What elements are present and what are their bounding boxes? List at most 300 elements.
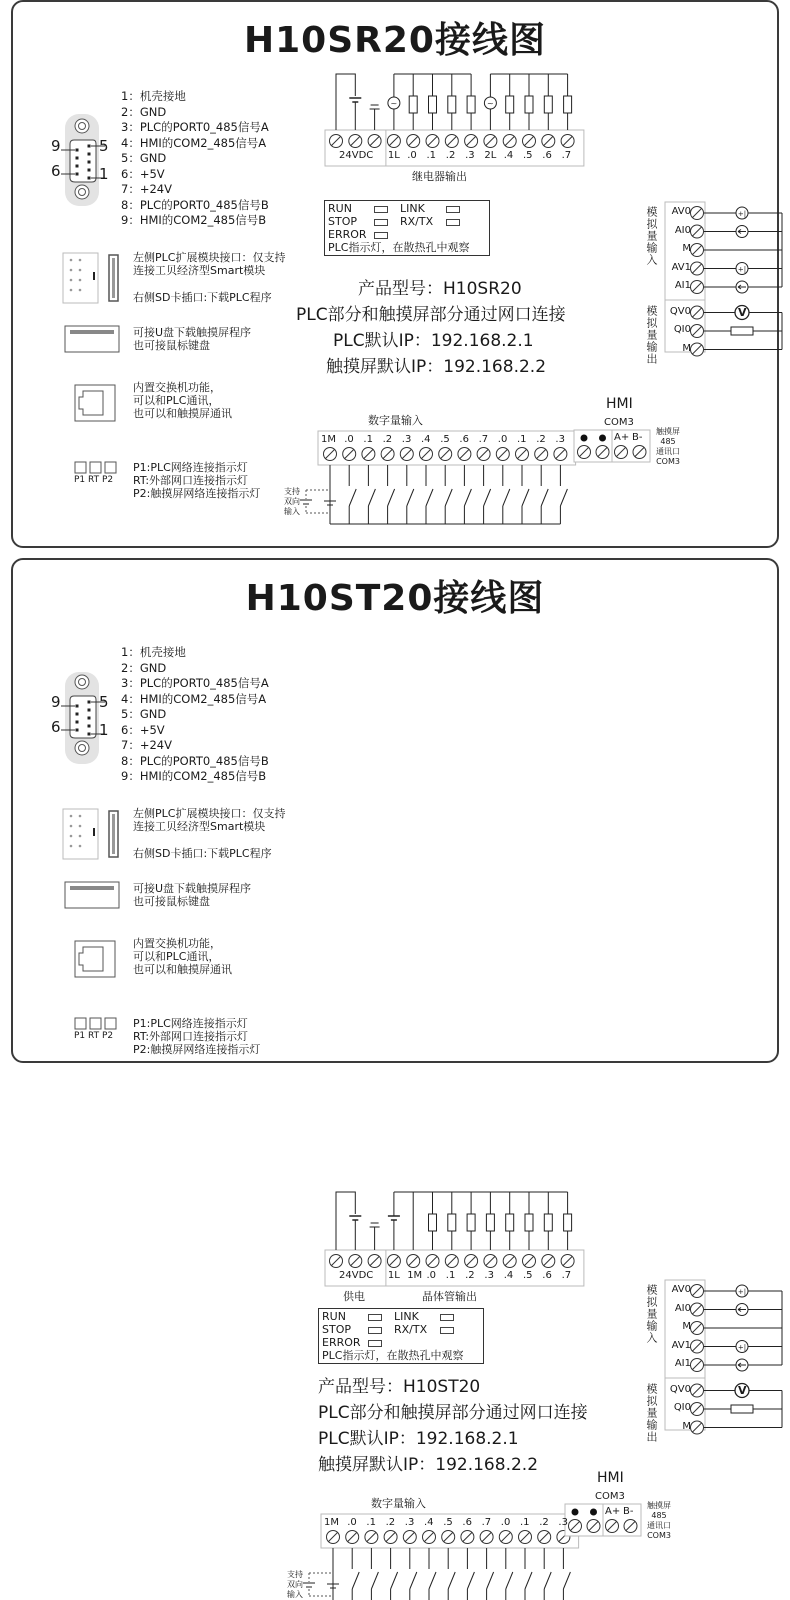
- output-caption: 继电器输出: [412, 170, 467, 183]
- pin-dot-icon: [581, 435, 588, 442]
- db9-screw-icon: [75, 119, 89, 133]
- digital-input-terminal-label: 1M: [321, 434, 336, 445]
- network-led-description: [133, 1017, 260, 1056]
- network-led-icon: [90, 1018, 101, 1029]
- db9-pin-item: 6：+5V: [121, 722, 165, 737]
- text-line: 连接工贝经济型Smart模块: [133, 264, 266, 277]
- analog-input-terminal-label: AV1: [671, 1339, 691, 1351]
- db9-label-6: 6: [51, 718, 61, 736]
- output-terminal-label: .6: [542, 1270, 552, 1281]
- db9-pin-dot: [88, 733, 91, 736]
- digital-input-terminal-label: .7: [478, 434, 489, 445]
- led-run-label: RUN: [328, 202, 352, 215]
- output-terminal-label: .7: [561, 1270, 572, 1281]
- rxtx-led-icon: [440, 1327, 454, 1334]
- usb-port-text: [133, 882, 251, 908]
- db9-pin-dot: [88, 169, 91, 172]
- power-caption: 供电: [343, 1290, 365, 1303]
- pin-dot: [70, 289, 73, 292]
- network-led-icon: [75, 462, 86, 473]
- status-led-box: [318, 1308, 484, 1364]
- ethernet-switch-text: [133, 381, 232, 420]
- load-resistor-icon: [486, 1214, 494, 1231]
- analog-input-terminal-label: AV0: [671, 1284, 691, 1295]
- run-led-icon: [374, 206, 388, 213]
- hmi-485-note: [656, 427, 680, 467]
- pin-dot: [70, 269, 73, 272]
- digital-input-terminal-label: .3: [555, 434, 565, 445]
- text-line: 可接U盘下载触摸屏程序: [133, 326, 252, 339]
- db9-pin-item: 1：机壳接地: [121, 89, 186, 103]
- led-note: PLC指示灯，在散热孔中观察: [322, 1349, 464, 1362]
- plus-minus-symbol: +|: [737, 1288, 747, 1296]
- connection-note: PLC部分和触摸屏部分通过网口连接: [318, 1403, 588, 1423]
- pin-dot: [70, 845, 73, 848]
- text-line: 通讯口: [656, 447, 680, 456]
- analog-output-terminal-label: QV0: [669, 1383, 691, 1395]
- notch: [93, 272, 95, 280]
- db9-pin-dot: [88, 725, 91, 728]
- digital-input-terminal-label: .1: [363, 434, 373, 445]
- network-led-description: [133, 461, 260, 500]
- connection-note: PLC部分和触摸屏部分通过网口连接: [296, 305, 566, 325]
- db9-label-1: 1: [99, 165, 109, 183]
- analog-input-terminal-label: AI0: [674, 1302, 691, 1314]
- resistor-icon: [731, 1405, 753, 1413]
- output-terminal-label: .6: [542, 150, 552, 161]
- switch-icon: [522, 489, 529, 506]
- network-led-labels: P1 RT P2: [74, 1031, 114, 1041]
- pin-dot: [79, 815, 82, 818]
- db9-pin-dot: [76, 721, 79, 724]
- switch-icon: [467, 1572, 474, 1589]
- db9-pin-item: 8：PLC的PORT0_485信号B: [121, 197, 269, 212]
- db9-pin-item: 2：GND: [121, 660, 167, 675]
- digital-input-terminal-label: .3: [558, 1517, 568, 1528]
- text-line: 双向: [284, 497, 300, 506]
- plus-minus-symbol: +|: [737, 265, 747, 274]
- db9-pin-item: 5：GND: [121, 707, 167, 721]
- db9-connector-icon: [61, 672, 105, 764]
- digital-input-terminal-label: .2: [536, 434, 546, 445]
- pin-dot: [79, 835, 82, 838]
- switch-icon: [506, 1572, 513, 1589]
- ethernet-switch-text: [133, 937, 232, 976]
- switch-icon: [445, 489, 452, 506]
- load-resistor-icon: [506, 1214, 514, 1231]
- usb-port-icon: [65, 882, 119, 908]
- error-led-icon: [374, 232, 388, 239]
- db9-label-5: 5: [99, 137, 109, 155]
- pin-dot-icon: [599, 435, 606, 442]
- db9-pin-dot: [88, 161, 91, 164]
- db9-pin-item: 3：PLC的PORT0_485信号A: [121, 676, 269, 690]
- db9-connector-icon: [61, 114, 105, 206]
- digital-input-terminal-label: .4: [421, 434, 431, 445]
- led-stop-label: STOP: [328, 215, 357, 228]
- text-line: P1:PLC网络连接指示灯: [133, 461, 248, 474]
- expansion-port-text: [133, 807, 285, 833]
- load-resistor-icon: [544, 96, 552, 113]
- pin-dot: [70, 835, 73, 838]
- hmi-port-label: COM3: [604, 417, 634, 428]
- panel-title: H10SR20接线图: [244, 20, 546, 61]
- hmi-title: HMI: [606, 396, 633, 412]
- text-line: COM3: [656, 457, 680, 466]
- ac-symbol: ~: [487, 99, 494, 108]
- wiring-drawing: [13, 2, 781, 550]
- led-error-label: ERROR: [328, 228, 367, 241]
- stop-led-icon: [368, 1327, 382, 1334]
- load-resistor-icon: [525, 96, 533, 113]
- text-line: 触摸屏: [656, 427, 680, 436]
- analog-input-terminal-label: AV0: [671, 206, 691, 217]
- switch-icon: [487, 1572, 494, 1589]
- hmi-485-note: [647, 1501, 671, 1541]
- text-line: 左侧PLC扩展模块接口：仅支持: [133, 251, 286, 264]
- db9-pin-dot: [76, 165, 79, 168]
- usb-tongue: [70, 330, 114, 334]
- load-resistor-icon: [448, 96, 456, 113]
- db9-screw-icon: [75, 675, 89, 689]
- text-line: 内置交换机功能，: [133, 381, 221, 394]
- wiring-panel: [11, 0, 779, 548]
- rxtx-led-icon: [446, 219, 460, 226]
- output-terminal-label: 1L: [387, 1270, 400, 1281]
- switch-icon: [464, 489, 471, 506]
- network-led-icon: [105, 1018, 116, 1029]
- analog-output-terminal-label: M: [682, 342, 691, 354]
- output-terminal-label: .0: [407, 150, 417, 161]
- pin-dot-icon: [590, 1509, 597, 1516]
- db9-screw-icon: [75, 185, 89, 199]
- switch-icon: [525, 1572, 532, 1589]
- led-stop-label: STOP: [322, 1323, 351, 1336]
- text-line: 触摸屏: [647, 1501, 671, 1510]
- load-resistor-icon: [467, 96, 475, 113]
- digital-input-terminal-label: .0: [344, 434, 354, 445]
- hmi-pin-b: B-: [623, 1506, 634, 1517]
- power-terminal-label: 24VDC: [339, 150, 374, 161]
- db9-pin-item: 8：PLC的PORT0_485信号B: [121, 753, 269, 768]
- text-line: 也可接鼠标键盘: [133, 895, 210, 908]
- usb-tongue: [70, 886, 114, 890]
- digital-input-terminal-label: .5: [443, 1517, 453, 1528]
- load-resistor-icon: [564, 96, 572, 113]
- analog-input-caption: 模拟量输入: [645, 1284, 658, 1344]
- db9-pin-dot: [88, 177, 91, 180]
- load-resistor-icon: [525, 1214, 533, 1231]
- switch-icon: [371, 1572, 378, 1589]
- db9-label-1: 1: [99, 721, 109, 739]
- pin-dot: [79, 259, 82, 262]
- power-terminal-label: 24VDC: [339, 1270, 374, 1281]
- sd-card-text: 右侧SD卡插口:下载PLC程序: [133, 847, 272, 860]
- hmi-pin-a: A+: [614, 432, 630, 443]
- db9-pin-dot: [88, 709, 91, 712]
- digital-input-terminal-label: .1: [520, 1517, 530, 1528]
- switch-icon: [429, 1572, 436, 1589]
- digital-input-terminal-label: .5: [440, 434, 450, 445]
- db9-pin-item: 5：GND: [121, 151, 167, 165]
- status-led-box: [324, 200, 490, 256]
- plc-default-ip: PLC默认IP：192.168.2.1: [333, 331, 534, 351]
- text-line: 支持: [287, 1570, 303, 1579]
- led-link-label: LINK: [394, 1310, 419, 1323]
- digital-input-terminal-label: .2: [385, 1517, 396, 1528]
- resistor-icon: [731, 327, 753, 335]
- bidirectional-input-note: [287, 1570, 303, 1600]
- db9-pin-item: 4：HMI的COM2_485信号A: [121, 135, 267, 150]
- switch-icon: [503, 489, 510, 506]
- hmi-pin-b: B-: [632, 432, 643, 443]
- hmi-pin-a: A+: [605, 1506, 621, 1517]
- led-rxtx-label: RX/TX: [394, 1323, 428, 1336]
- analog-output-terminal-label: QI0: [673, 324, 691, 335]
- pin-dot: [79, 269, 82, 272]
- analog-output-terminal-label: M: [682, 1420, 691, 1432]
- run-led-icon: [368, 1314, 382, 1321]
- pin-dot: [79, 825, 82, 828]
- digital-input-terminal-label: .0: [497, 434, 508, 445]
- load-resistor-icon: [448, 1214, 456, 1231]
- output-terminal-label: .4: [503, 150, 514, 161]
- db9-pin-item: 9：HMI的COM2_485信号B: [121, 213, 267, 227]
- text-line: P1:PLC网络连接指示灯: [133, 1017, 248, 1030]
- analog-input-caption: 模拟量输入: [645, 206, 658, 266]
- switch-icon: [368, 489, 375, 506]
- switch-icon: [484, 489, 491, 506]
- output-terminal-label: 1L: [387, 150, 400, 161]
- led-error-label: ERROR: [322, 1336, 361, 1349]
- db9-pin-item: 2：GND: [121, 104, 167, 119]
- switch-icon: [407, 489, 414, 506]
- output-terminal-label: .5: [523, 1270, 533, 1281]
- bidirectional-input-note: [284, 487, 300, 517]
- db9-pin-dot: [76, 157, 79, 160]
- led-link-label: LINK: [400, 202, 425, 215]
- text-line: 支持: [284, 487, 300, 496]
- digital-input-terminal-label: .7: [481, 1517, 492, 1528]
- voltmeter-label: V: [738, 305, 747, 319]
- text-line: 输入: [284, 507, 300, 516]
- analog-output-terminal-label: QV0: [669, 305, 691, 317]
- text-line: 485: [651, 1511, 667, 1520]
- network-led-icon: [105, 462, 116, 473]
- rj45-body: [75, 385, 115, 421]
- usb-port-text: [133, 326, 251, 352]
- digital-input-terminal-label: .3: [401, 434, 412, 445]
- output-terminal-label: .7: [561, 150, 572, 161]
- switch-icon: [560, 489, 567, 506]
- digital-input-terminal-label: .1: [366, 1517, 376, 1528]
- pin-dot: [79, 845, 82, 848]
- load-resistor-icon: [409, 96, 417, 113]
- load-resistor-icon: [506, 96, 514, 113]
- network-led-labels: P1 RT P2: [74, 475, 114, 485]
- output-terminal-label: .5: [523, 150, 533, 161]
- panel-title: H10ST20接线图: [245, 578, 545, 619]
- text-line: 也可以和触摸屏通讯: [133, 407, 232, 420]
- network-led-icon: [75, 1018, 86, 1029]
- rj45-body: [75, 941, 115, 977]
- load-resistor-icon: [564, 1214, 572, 1231]
- sd-slot-inner: [112, 814, 115, 854]
- digital-input-terminal-label: .1: [517, 434, 527, 445]
- db9-screw-icon: [75, 741, 89, 755]
- db9-pin-dot: [76, 729, 79, 732]
- switch-icon: [352, 1572, 359, 1589]
- wiring-panel: [11, 558, 779, 1599]
- pin-dot: [70, 259, 73, 262]
- plus-minus-symbol: +|: [737, 210, 747, 218]
- db9-pin-item: 1：机壳接地: [121, 645, 186, 659]
- digital-input-terminal-label: .2: [539, 1517, 549, 1528]
- analog-input-terminal-label: AI1: [674, 1358, 691, 1369]
- led-note: PLC指示灯，在散热孔中观察: [328, 241, 470, 254]
- pin-dot-icon: [572, 1509, 579, 1516]
- text-line: 可以和PLC通讯，: [133, 950, 220, 963]
- load-resistor-icon: [429, 1214, 437, 1231]
- ethernet-port-icon: [75, 385, 115, 421]
- text-line: RT:外部网口连接指示灯: [133, 1030, 249, 1043]
- switch-icon: [388, 489, 395, 506]
- text-line: 通讯口: [647, 1521, 671, 1530]
- output-terminal-label: .3: [465, 150, 475, 161]
- output-terminal-label: 2L: [484, 150, 497, 161]
- text-line: 也可以和触摸屏通讯: [133, 963, 232, 976]
- led-run-label: RUN: [322, 1310, 346, 1323]
- db9-pin-item: 3：PLC的PORT0_485信号A: [121, 120, 269, 134]
- voltmeter-label: V: [738, 1383, 747, 1397]
- output-terminal-label: .1: [426, 150, 437, 161]
- output-terminal-label: .3: [484, 1270, 494, 1281]
- db9-pin-item: 7：+24V: [121, 182, 172, 196]
- analog-input-terminal-label: M: [682, 1321, 691, 1332]
- text-line: 也可接鼠标键盘: [133, 339, 210, 352]
- sd-slot-inner: [112, 258, 115, 298]
- notch: [93, 828, 95, 836]
- db9-pin-item: 7：+24V: [121, 738, 172, 752]
- text-line: 485: [660, 437, 676, 446]
- hmi-default-ip: 触摸屏默认IP：192.168.2.2: [326, 357, 547, 377]
- db9-label-5: 5: [99, 693, 109, 711]
- db9-pin-dot: [88, 717, 91, 720]
- db9-pin-dot: [76, 705, 79, 708]
- stop-led-icon: [374, 219, 388, 226]
- db9-label-9: 9: [51, 137, 61, 155]
- hmi-title: HMI: [597, 1470, 624, 1486]
- db9-pin-dot: [76, 149, 79, 152]
- link-led-icon: [446, 206, 460, 213]
- switch-icon: [448, 1572, 455, 1589]
- text-line: 内置交换机功能，: [133, 937, 221, 950]
- load-resistor-icon: [429, 96, 437, 113]
- pin-dot: [70, 825, 73, 828]
- output-terminal-label: .1: [445, 1270, 456, 1281]
- analog-input-terminal-label: M: [682, 243, 691, 254]
- text-line: P2:触摸屏网络连接指示灯: [133, 1043, 261, 1056]
- pin-dot: [79, 289, 82, 292]
- output-terminal-label: .0: [426, 1270, 437, 1281]
- db9-pin-dot: [88, 701, 91, 704]
- led-rxtx-label: RX/TX: [400, 215, 434, 228]
- text-line: COM3: [647, 1531, 671, 1540]
- product-model: 产品型号：H10SR20: [358, 279, 522, 299]
- plc-default-ip: PLC默认IP：192.168.2.1: [318, 1429, 519, 1449]
- db9-pin-item: 9：HMI的COM2_485信号B: [121, 769, 267, 783]
- db9-label-6: 6: [51, 162, 61, 180]
- digital-input-caption: 数字量输入: [368, 414, 423, 427]
- switch-icon: [544, 1572, 551, 1589]
- analog-output-terminal-label: QI0: [673, 1402, 691, 1413]
- digital-input-terminal-label: .4: [424, 1517, 434, 1528]
- analog-output-caption: 模拟量输出: [645, 1383, 658, 1443]
- db9-pin-item: 6：+5V: [121, 166, 165, 181]
- switch-icon: [541, 489, 548, 506]
- ac-symbol: ~: [390, 99, 398, 108]
- db9-label-9: 9: [51, 693, 61, 711]
- digital-input-terminal-label: .6: [459, 434, 469, 445]
- digital-input-terminal-label: .3: [404, 1517, 415, 1528]
- analog-input-terminal-label: AI1: [674, 280, 691, 291]
- text-line: 连接工贝经济型Smart模块: [133, 820, 266, 833]
- error-led-icon: [368, 1340, 382, 1347]
- digital-input-terminal-label: .2: [382, 434, 393, 445]
- ethernet-port-icon: [75, 941, 115, 977]
- db9-pin-dot: [88, 153, 91, 156]
- db9-pin-dot: [88, 145, 91, 148]
- expansion-port-text: [133, 251, 285, 277]
- expansion-port-icon: [63, 253, 98, 303]
- network-led-icon: [90, 462, 101, 473]
- product-model: 产品型号：H10ST20: [318, 1377, 481, 1397]
- pin-dot: [70, 815, 73, 818]
- digital-input-terminal-label: 1M: [324, 1517, 339, 1528]
- analog-input-terminal-label: AI0: [674, 224, 691, 236]
- db9-pin-item: 4：HMI的COM2_485信号A: [121, 691, 267, 706]
- text-line: 可以和PLC通讯，: [133, 394, 220, 407]
- switch-icon: [391, 1572, 398, 1589]
- output-terminal-label: .2: [465, 1270, 475, 1281]
- text-line: 输入: [287, 1590, 303, 1599]
- switch-icon: [410, 1572, 417, 1589]
- output-terminal-label: 1M: [407, 1270, 423, 1281]
- switch-icon: [349, 489, 356, 506]
- digital-input-terminal-label: .0: [500, 1517, 511, 1528]
- load-resistor-icon: [544, 1214, 552, 1231]
- sd-card-text: 右侧SD卡插口:下载PLC程序: [133, 291, 272, 304]
- output-caption: 晶体管输出: [422, 1290, 477, 1303]
- switch-icon: [563, 1572, 570, 1589]
- db9-pin-dot: [76, 713, 79, 716]
- load-resistor-icon: [467, 1214, 475, 1231]
- link-led-icon: [440, 1314, 454, 1321]
- text-line: P2:触摸屏网络连接指示灯: [133, 487, 261, 500]
- expansion-port-icon: [63, 809, 98, 859]
- text-line: 左侧PLC扩展模块接口：仅支持: [133, 807, 286, 820]
- text-line: 双向: [287, 1580, 303, 1589]
- digital-input-caption: 数字量输入: [371, 1497, 426, 1510]
- text-line: 可接U盘下载触摸屏程序: [133, 882, 252, 895]
- output-terminal-label: .4: [503, 1270, 514, 1281]
- pin-dot: [70, 279, 73, 282]
- switch-icon: [426, 489, 433, 506]
- hmi-default-ip: 触摸屏默认IP：192.168.2.2: [318, 1455, 539, 1475]
- plus-minus-symbol: +|: [737, 1343, 747, 1352]
- db9-pin-dot: [76, 173, 79, 176]
- power-wire: [336, 1192, 355, 1250]
